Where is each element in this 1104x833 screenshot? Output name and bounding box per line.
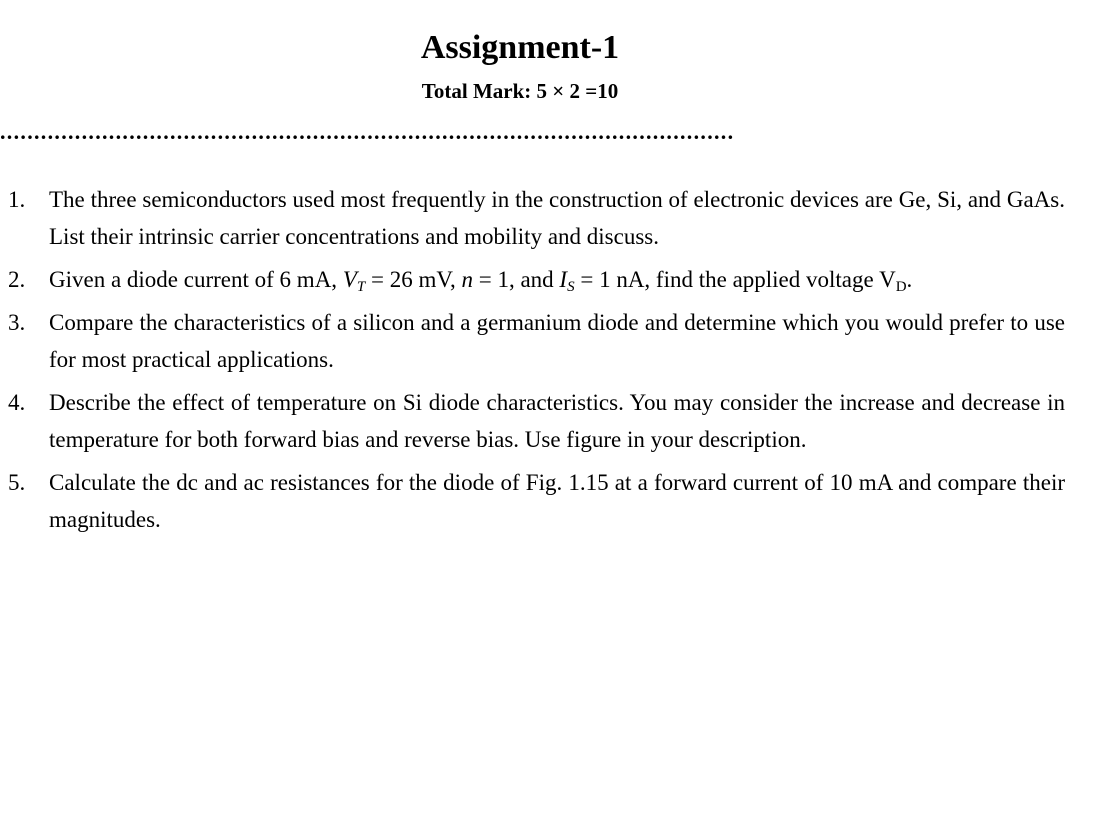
page-title: Assignment-1: [420, 29, 620, 66]
question-5: [0, 464, 1065, 538]
question-number: 3.: [8, 310, 26, 335]
vd-subscript: D: [895, 279, 907, 295]
vt-symbol: V: [342, 267, 357, 292]
question-4: [0, 384, 1065, 458]
question-text: The three semiconductors used most frequently in the construction of electronic devices are Ge, Si, and GaAs. List their intrinsic carrier concentrations and mobility and discuss.: [49, 187, 1065, 249]
question-1: [0, 181, 1065, 255]
question-text: Compare the characteristics of a silicon and a germanium diode and determine which you would prefer to use for most practical applications.: [49, 310, 1065, 372]
question-text-part: = 1 nA, find the applied voltage: [574, 267, 880, 292]
question-number: 2.: [8, 267, 26, 292]
total-mark: Total Mark: 5 × 2 =10: [421, 79, 619, 103]
question-text: Describe the effect of temperature on Si diode characteristics. You may consider the increase and decrease in temperature for both forward bias and reverse bias. Use figure in your description.: [49, 390, 1065, 452]
question-2: [0, 261, 1065, 298]
question-text-part: = 26 mV,: [365, 267, 462, 292]
is-symbol: I: [559, 267, 568, 292]
is-subscript: S: [567, 279, 575, 295]
n-symbol: n: [461, 267, 473, 292]
question-text-part: = 1, and: [472, 267, 560, 292]
question-number: 1.: [8, 187, 26, 212]
question-number: 5.: [8, 470, 26, 495]
question-text: Calculate the dc and ac resistances for the diode of Fig. 1.15 at a forward current of 10 mA and compare their magnitudes.: [49, 470, 1065, 532]
question-list: [0, 181, 1065, 544]
vd-symbol: V: [879, 267, 896, 292]
vt-subscript: T: [356, 279, 366, 295]
question-text-part: Given a diode current of 6 mA,: [49, 267, 343, 292]
question-3: [0, 304, 1065, 378]
question-text: [49, 261, 1065, 298]
question-text-part: .: [906, 267, 913, 292]
question-number: 4.: [8, 390, 26, 415]
dotted-divider: ............................................................................................................: [0, 120, 735, 144]
